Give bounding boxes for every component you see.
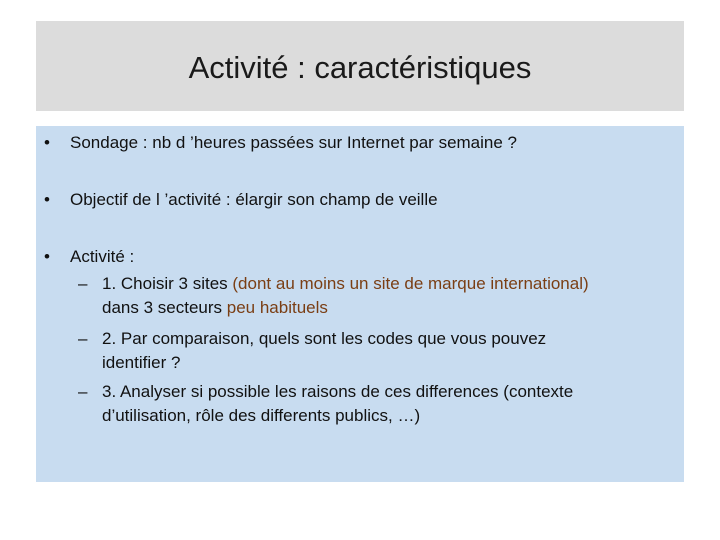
compare-line2: identifier ? [102, 353, 181, 372]
bullet-objective-text: Objectif de l ’activité : élargir son champ de veille [70, 190, 438, 209]
analyse-line2: d’utilisation, rôle des differents publics, …) [102, 406, 421, 425]
slide-content-box [36, 126, 684, 482]
analyse-line1: 3. Analyser si possible les raisons de ces differences (contexte [102, 382, 574, 401]
sub-item-choose-sites-line1 [102, 273, 589, 295]
slide-title-box [36, 21, 684, 111]
choose-sites-note: (dont au moins un site de marque international) [232, 274, 589, 293]
bullet-activity-text: Activité : [70, 247, 135, 266]
sub-dash: – [78, 329, 88, 348]
bullet-survey-text: Sondage : nb d ’heures passées sur Internet par semaine ? [70, 133, 518, 152]
sub-dash: – [78, 382, 88, 401]
sectors-text: dans 3 secteurs [102, 298, 227, 317]
bullet-dot: • [44, 133, 50, 152]
sub-item-choose-sites-line2 [102, 297, 328, 319]
compare-line1: 2. Par comparaison, quels sont les codes que vous pouvez [102, 329, 547, 348]
sub-dash: – [78, 274, 88, 293]
bullet-dot: • [44, 190, 50, 209]
choose-sites-text: 1. Choisir 3 sites [102, 274, 233, 293]
bullet-dot: • [44, 247, 50, 266]
slide-title: Activité : caractéristiques [188, 50, 532, 85]
sectors-note: peu habituels [226, 298, 328, 317]
